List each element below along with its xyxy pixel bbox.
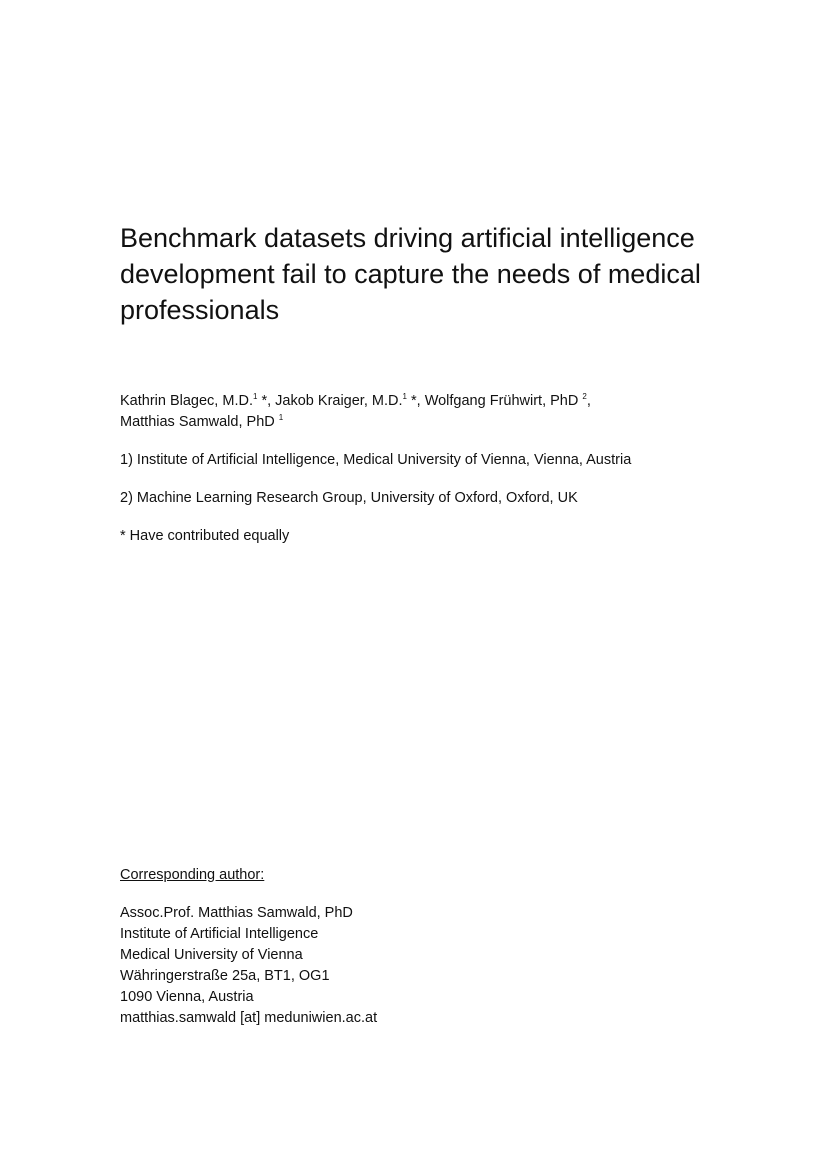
author-separator: , [267, 393, 276, 409]
author-name: Jakob Kraiger, M.D. [275, 393, 403, 409]
author-name: Kathrin Blagec, M.D. [120, 393, 253, 409]
title-line: development fail to capture the needs of medical [120, 259, 701, 289]
email-line: matthias.samwald [at] meduniwien.ac.at [120, 1010, 378, 1026]
author-affiliation-marker: 2 [582, 392, 587, 401]
author-affiliation-marker: 1 [252, 392, 258, 401]
author-affiliation-marker: 1 [402, 392, 407, 401]
equal-contribution-mark: * [257, 393, 268, 409]
corresponding-author-heading: Corresponding author: [120, 867, 265, 883]
author-list [120, 391, 591, 433]
address-line: Medical University of Vienna [120, 947, 303, 963]
paper-title [120, 220, 740, 328]
author-affiliation-marker: 1 [278, 413, 284, 422]
author-row [120, 412, 591, 433]
address-line: 1090 Vienna, Austria [120, 989, 254, 1005]
author-separator: , [416, 393, 425, 409]
address-line: Institute of Artificial Intelligence [120, 926, 319, 942]
contribution-note: * Have contributed equally [120, 528, 290, 544]
author-name: Wolfgang Frühwirt, PhD [424, 393, 583, 409]
address-line: Währingerstraße 25a, BT1, OG1 [120, 968, 330, 984]
title-line: Benchmark datasets driving artificial intelligence [120, 223, 695, 253]
affiliation-1: 1) Institute of Artificial Intelligence, Medical University of Vienna, Vienna, Austria [120, 452, 632, 468]
author-separator: , [586, 393, 591, 409]
author-name: Matthias Samwald, PhD [120, 414, 279, 430]
title-line: professionals [120, 295, 280, 325]
corresponding-address [120, 903, 377, 1029]
address-line: Assoc.Prof. Matthias Samwald, PhD [120, 905, 353, 921]
equal-contribution-mark: * [406, 393, 417, 409]
author-row [120, 391, 591, 412]
affiliation-2: 2) Machine Learning Research Group, University of Oxford, Oxford, UK [120, 490, 578, 506]
